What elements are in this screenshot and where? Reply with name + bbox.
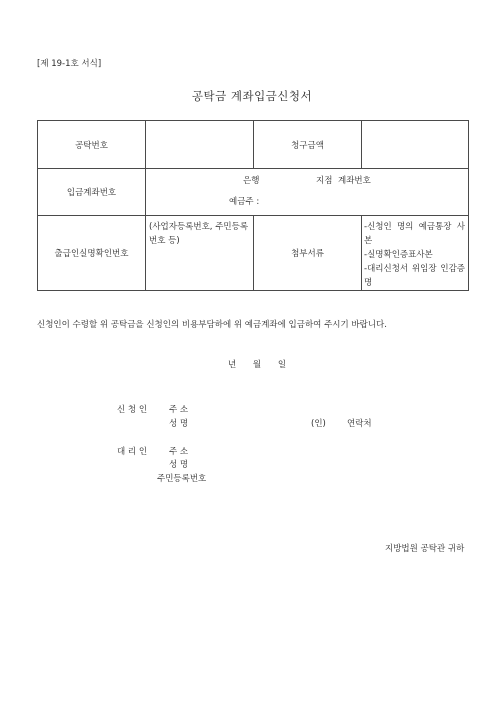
deposit-no-field[interactable] (146, 121, 254, 169)
account-no-label: 계좌번호 (338, 176, 371, 186)
table-row (38, 216, 469, 291)
bank-label: 은행 (243, 176, 260, 186)
agent-rrn-label: 주민등록번호 (157, 474, 207, 484)
attachment-item: -대리신청서 위임장 인감증명 (364, 264, 465, 288)
applicant-name-label: 성 명 (169, 419, 189, 429)
seal-label: (인) (311, 419, 326, 429)
real-name-label: 출급인실명확인번호 (38, 216, 146, 291)
date-line (228, 361, 300, 370)
deposit-no-label: 공탁번호 (38, 121, 146, 169)
account-field[interactable] (146, 169, 469, 216)
attachment-item: -실명확인증표사본 (364, 250, 433, 260)
agent-address-label: 주 소 (169, 447, 189, 457)
year-label: 년 (228, 360, 237, 370)
agent-label: 대 리 인 (117, 447, 148, 457)
form-number: [제 19-1호 서식] (37, 59, 102, 69)
request-sentence: 신청인이 수령할 위 공탁금을 신청인의 비용부담하에 위 예금계좌에 입금하여 주시기 바랍니다. (37, 320, 387, 330)
claim-amount-label: 청구금액 (254, 121, 362, 169)
claim-amount-field[interactable] (362, 121, 469, 169)
account-label: 입금계좌번호 (38, 169, 146, 216)
contact-label: 연락처 (347, 419, 372, 429)
document-title: 공탁금 계좌입금신청서 (191, 89, 313, 103)
table-row (38, 121, 469, 169)
holder-label: 예금주 : (229, 197, 260, 207)
real-name-note: (사업자등록번호, 주민등록번호 등) (149, 222, 249, 246)
applicant-label: 신 청 인 (117, 405, 148, 415)
addressee: 지방법원 공탁관 귀하 (385, 544, 465, 554)
application-table (37, 120, 469, 291)
attachment-item: -신청인 명의 예금통장 사본 (364, 222, 465, 246)
attachments-list (362, 216, 469, 291)
table-row (38, 169, 469, 216)
branch-label: 지점 (316, 176, 333, 186)
month-label: 월 (252, 360, 262, 370)
applicant-address-label: 주 소 (169, 405, 189, 415)
real-name-field[interactable] (146, 216, 254, 291)
day-label: 일 (277, 360, 287, 370)
attachments-label: 첨부서류 (254, 216, 362, 291)
agent-name-label: 성 명 (169, 460, 189, 470)
